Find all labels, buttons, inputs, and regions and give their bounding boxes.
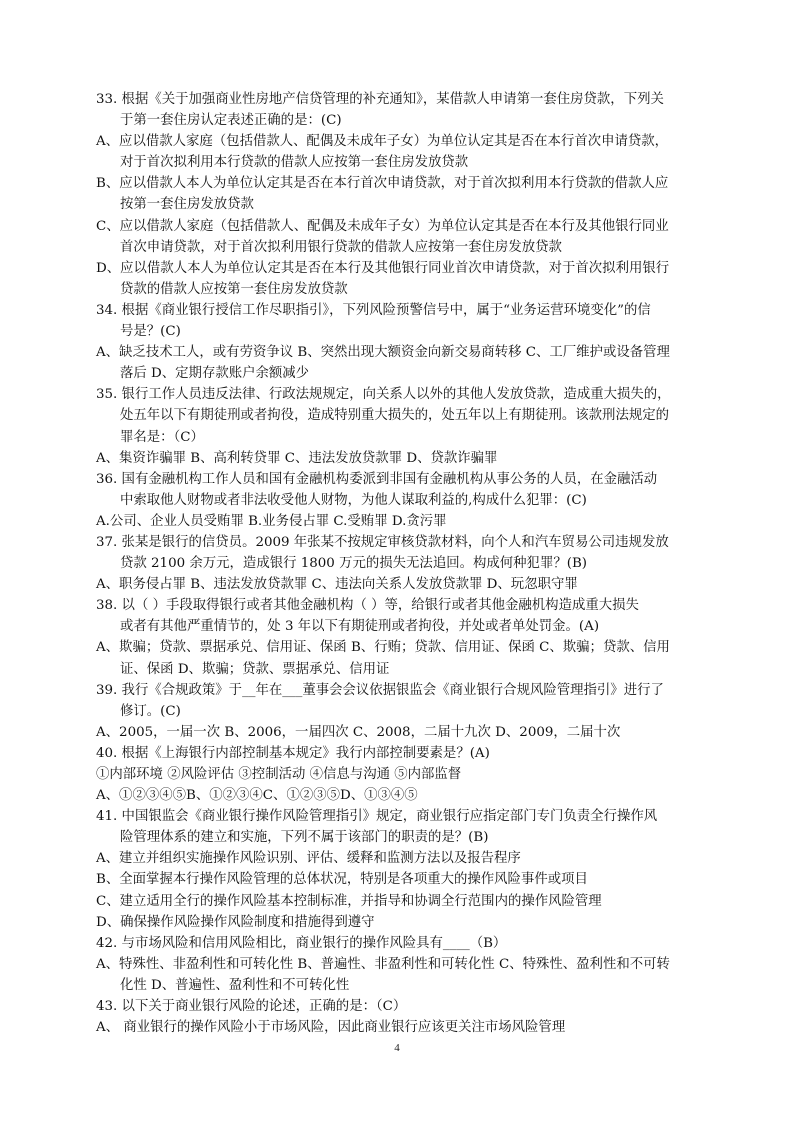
- text-line: C、应以借款人家庭（包括借款人、配偶及未成年子女）为单位认定其是否在本行及其他银行同业: [96, 218, 669, 234]
- text-line-continuation: 证、保函 D、欺骗；贷款、票据承兑、信用证: [120, 661, 390, 677]
- text-line: 38. 以（ ）手段取得银行或者其他金融机构（ ）等，给银行或者其他金融机构造成重大损失: [96, 598, 639, 614]
- text-line-continuation: 贷款 2100 余万元，造成银行 1800 万元的损失无法追回。构成何种犯罪？(B): [120, 556, 588, 572]
- text-line: 35. 银行工作人员违反法律、行政法规规定，向关系人以外的其他人发放贷款，造成重大损失的，: [96, 387, 671, 403]
- text-line-continuation: 贷款的借款人应按第一套住房发放贷款: [120, 281, 348, 297]
- text-line-continuation: 于第一套住房认定表述正确的是：(C): [120, 113, 342, 129]
- text-line: A、①②③④⑤B、①②③④C、①②③⑤D、①③④⑤: [96, 788, 418, 804]
- text-line-continuation: 化性 D、普遍性、盈利性和不可转化性: [120, 977, 350, 993]
- text-line: 43. 以下关于商业银行风险的论述，正确的是：（C）: [96, 999, 407, 1015]
- text-line-continuation: 修订。(C): [120, 703, 181, 719]
- text-line: A、缺乏技术工人，或有劳资争议 B、突然出现大额资金向新交易商转移 C、工厂维护或设备管理: [96, 345, 670, 361]
- text-line-continuation: 险管理体系的建立和实施，下列不属于该部门的职责的是？(B): [120, 830, 489, 846]
- text-line: A、欺骗；贷款、票据承兑、信用证、保函 B、行贿；贷款、信用证、保函 C、欺骗；贷款、信用: [96, 640, 670, 656]
- text-line: 33. 根据《关于加强商业性房地产信贷管理的补充通知》，某借款人申请第一套住房贷款，下列关: [96, 92, 664, 107]
- text-line: B、全面掌握本行操作风险管理的总体状况，特别是各项重大的操作风险事件或项目: [96, 872, 588, 888]
- text-line: C、建立适用全行的操作风险基本控制标准，并指导和协调全行范围内的操作风险管理: [96, 893, 602, 909]
- text-line: B、应以借款人本人为单位认定其是否在本行首次申请贷款，对于首次拟利用本行贷款的借款人应: [96, 176, 669, 192]
- text-line: A、集资诈骗罪 B、高利转贷罪 C、违法发放贷款罪 D、贷款诈骗罪: [96, 450, 498, 466]
- text-line: A、应以借款人家庭（包括借款人、配偶及未成年子女）为单位认定其是否在本行首次申请贷款，: [96, 134, 669, 150]
- text-line: A、 商业银行的操作风险小于市场风险，因此商业银行应该更关注市场风险管理: [96, 1020, 566, 1036]
- text-line: 42. 与市场风险和信用风险相比，商业银行的操作风险具有____（B）: [96, 935, 507, 951]
- text-line: 40. 根据《上海银行内部控制基本规定》我行内部控制要素是？(A): [96, 745, 490, 761]
- text-line-continuation: 号是？(C): [120, 324, 181, 340]
- text-line: A.公司、企业人员受贿罪 B.业务侵占罪 C.受贿罪 D.贪污罪: [96, 513, 447, 529]
- text-line-continuation: 或者有其他严重情节的，处 3 年以下有期徒刑或者拘役，并处或者单处罚金。(A): [120, 619, 600, 635]
- text-line: 37. 张某是银行的信贷员。2009 年张某不按规定审核贷款材料，向个人和汽车贸易公司违规发放: [96, 534, 669, 550]
- text-line: A、特殊性、非盈利性和可转化性 B、普遍性、非盈利性和可转化性 C、特殊性、盈利性和不可转: [96, 956, 670, 972]
- text-line: A、2005，一届一次 B、2006，一届四次 C、2008，二届十九次 D、2009，二届十次: [96, 724, 621, 740]
- text-line-continuation: 中索取他人财物或者非法收受他人财物，为他人谋取利益的,构成什么犯罪：(C): [120, 492, 587, 508]
- text-line-continuation: 处五年以下有期徒刑或者拘役，造成特别重大损失的，处五年以上有期徒刑。该款刑法规定的: [120, 408, 670, 424]
- text-line-continuation: 对于首次拟利用本行贷款的借款人应按第一套住房发放贷款: [120, 155, 469, 171]
- question-text-block: [96, 89, 706, 1038]
- text-line: A、建立并组织实施操作风险识别、评估、缓释和监测方法以及报告程序: [96, 851, 521, 867]
- text-line: ①内部环境 ②风险评估 ③控制活动 ④信息与沟通 ⑤内部监督: [96, 767, 462, 782]
- text-line: A、职务侵占罪 B、违法发放贷款罪 C、违法向关系人发放贷款罪 D、玩忽职守罪: [96, 577, 578, 593]
- text-line: D、确保操作风险操作风险制度和措施得到遵守: [96, 914, 375, 930]
- text-line-continuation: 罪名是：（C）: [120, 429, 204, 445]
- text-line-continuation: 首次申请贷款，对于首次拟利用银行贷款的借款人应按第一套住房发放贷款: [120, 239, 562, 255]
- text-line-continuation: 落后 D、定期存款账户余额减少: [120, 366, 310, 382]
- text-line: D、应以借款人本人为单位认定其是否在本行及其他银行同业首次申请贷款，对于首次拟利用银行: [96, 260, 670, 276]
- text-line: 41. 中国银监会《商业银行操作风险管理指引》规定，商业银行应指定部门专门负责全行操作风: [96, 809, 658, 825]
- text-line: 39. 我行《合规政策》于__年在___董事会会议依据银监会《商业银行合规风险管理指引》进行了: [96, 682, 664, 698]
- text-line: 36. 国有金融机构工作人员和国有金融机构委派到非国有金融机构从事公务的人员，在金融活动: [96, 471, 658, 487]
- text-line-continuation: 按第一套住房发放贷款: [120, 197, 254, 213]
- page-number: 4: [394, 1042, 400, 1054]
- text-line: 34. 根据《商业银行授信工作尽职指引》，下列风险预警信号中，属于“业务运营环境变化”的信: [96, 302, 651, 318]
